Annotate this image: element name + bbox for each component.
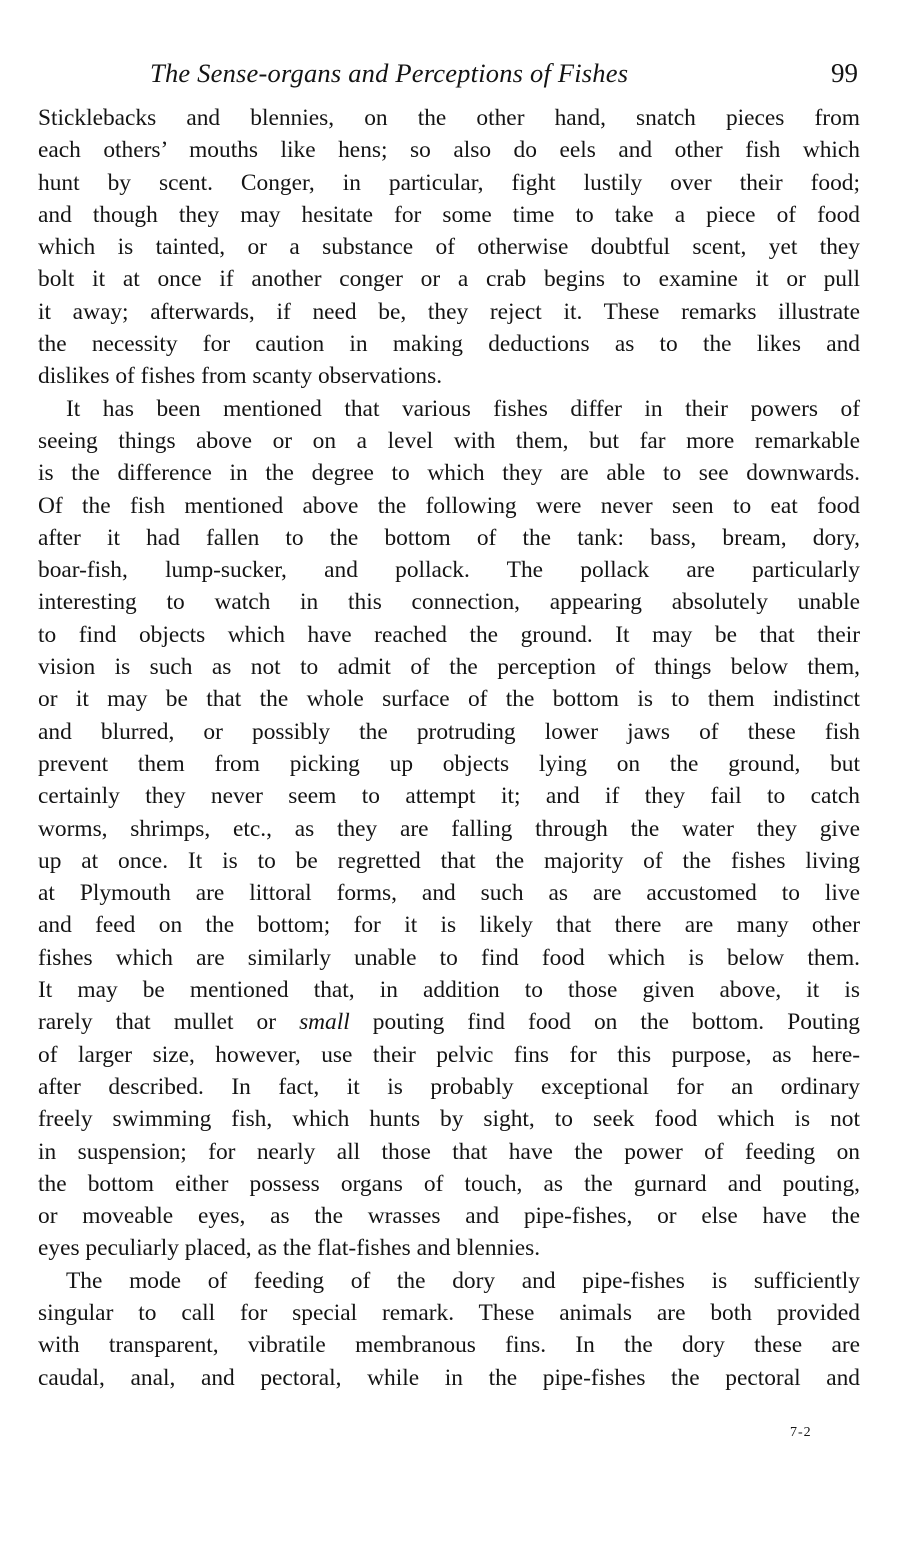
text-line: vision is such as not to admit of the perception of things below them,	[38, 654, 860, 681]
paragraph-1	[38, 102, 860, 393]
text-line: the necessity for caution in making deductions as to the likes and	[38, 331, 860, 358]
paragraph-2	[38, 393, 860, 1265]
text-line: in suspension; for nearly all those that have the power of feeding on	[38, 1138, 860, 1165]
signature-mark: 7-2	[790, 1425, 812, 1440]
text-line: after it had fallen to the bottom of the tank: bass, bream, dory,	[38, 524, 860, 551]
text-run: rarely that mullet or	[38, 1009, 300, 1036]
text-line: It has been mentioned that various fishes differ in their powers of	[66, 395, 860, 422]
text-line: prevent them from picking up objects lying on the ground, but	[38, 750, 860, 777]
text-line: and blurred, or possibly the protruding lower jaws of these fish	[38, 718, 860, 745]
text-line-with-italic	[38, 1006, 860, 1038]
text-line: hunt by scent. Conger, in particular, fight lustily over their food;	[38, 169, 860, 196]
text-line: worms, shrimps, etc., as they are falling through the water they give	[38, 815, 860, 842]
text-line: Sticklebacks and blennies, on the other hand, snatch pieces from	[38, 105, 860, 131]
page-number: 99	[831, 58, 858, 88]
paragraph-3	[38, 1265, 860, 1394]
text-line: at Plymouth are littoral forms, and such as are accustomed to live	[38, 880, 860, 907]
book-page	[38, 58, 860, 1394]
text-line: seeing things above or on a level with them, but far more remarkable	[38, 427, 860, 454]
text-line: with transparent, vibratile membranous fins. In the dory these are	[38, 1332, 860, 1359]
text-line: It may be mentioned that, in addition to those given above, it is	[38, 977, 860, 1004]
text-line: the bottom either possess organs of touch, as the gurnard and pouting,	[38, 1170, 860, 1197]
text-line: of larger size, however, use their pelvic fins for this purpose, as here-	[38, 1041, 860, 1068]
text-line: certainly they never seem to attempt it; and if they fail to catch	[38, 783, 860, 810]
text-line: and though they may hesitate for some time to take a piece of food	[38, 201, 860, 228]
text-line: dislikes of fishes from scanty observations.	[38, 363, 443, 390]
text-line: Of the fish mentioned above the following were never seen to eat food	[38, 492, 860, 519]
text-line: boar-fish, lump-sucker, and pollack. The pollack are particularly	[38, 557, 860, 584]
text-line: after described. In fact, it is probably exceptional for an ordinary	[38, 1073, 860, 1100]
text-line: which is tainted, or a substance of otherwise doubtful scent, yet they	[38, 234, 860, 261]
text-line: to find objects which have reached the ground. It may be that their	[38, 621, 860, 648]
text-line: it away; afterwards, if need be, they reject it. These remarks illustrate	[38, 298, 860, 325]
text-line: interesting to watch in this connection, appearing absolutely unable	[38, 589, 860, 616]
text-line: fishes which are similarly unable to find food which is below them.	[38, 944, 860, 971]
text-line: up at once. It is to be regretted that the majority of the fishes living	[38, 847, 860, 874]
text-line: or it may be that the whole surface of the bottom is to them indistinct	[38, 686, 860, 713]
text-line: is the difference in the degree to which they are able to see downwards.	[38, 460, 860, 487]
running-head	[38, 58, 860, 102]
text-line: freely swimming fish, which hunts by sight, to seek food which is not	[38, 1106, 860, 1133]
text-line: or moveable eyes, as the wrasses and pipe-fishes, or else have the	[38, 1203, 860, 1230]
text-line: and feed on the bottom; for it is likely that there are many other	[38, 912, 860, 939]
text-line: bolt it at once if another conger or a crab begins to examine it or pull	[38, 266, 860, 293]
text-run: pouting find food on the bottom. Pouting	[349, 1009, 860, 1036]
text-line: The mode of feeding of the dory and pipe-fishes is sufficiently	[66, 1267, 860, 1294]
italic-word: small	[299, 1009, 350, 1036]
running-title: The Sense-organs and Perceptions of Fishes	[150, 58, 629, 88]
text-line: eyes peculiarly placed, as the flat-fishes and blennies.	[38, 1235, 541, 1262]
text-line: singular to call for special remark. These animals are both provided	[38, 1299, 860, 1326]
text-line: caudal, anal, and pectoral, while in the pipe-fishes the pectoral and	[38, 1364, 860, 1391]
text-line: each others’ mouths like hens; so also do eels and other fish which	[38, 137, 860, 164]
